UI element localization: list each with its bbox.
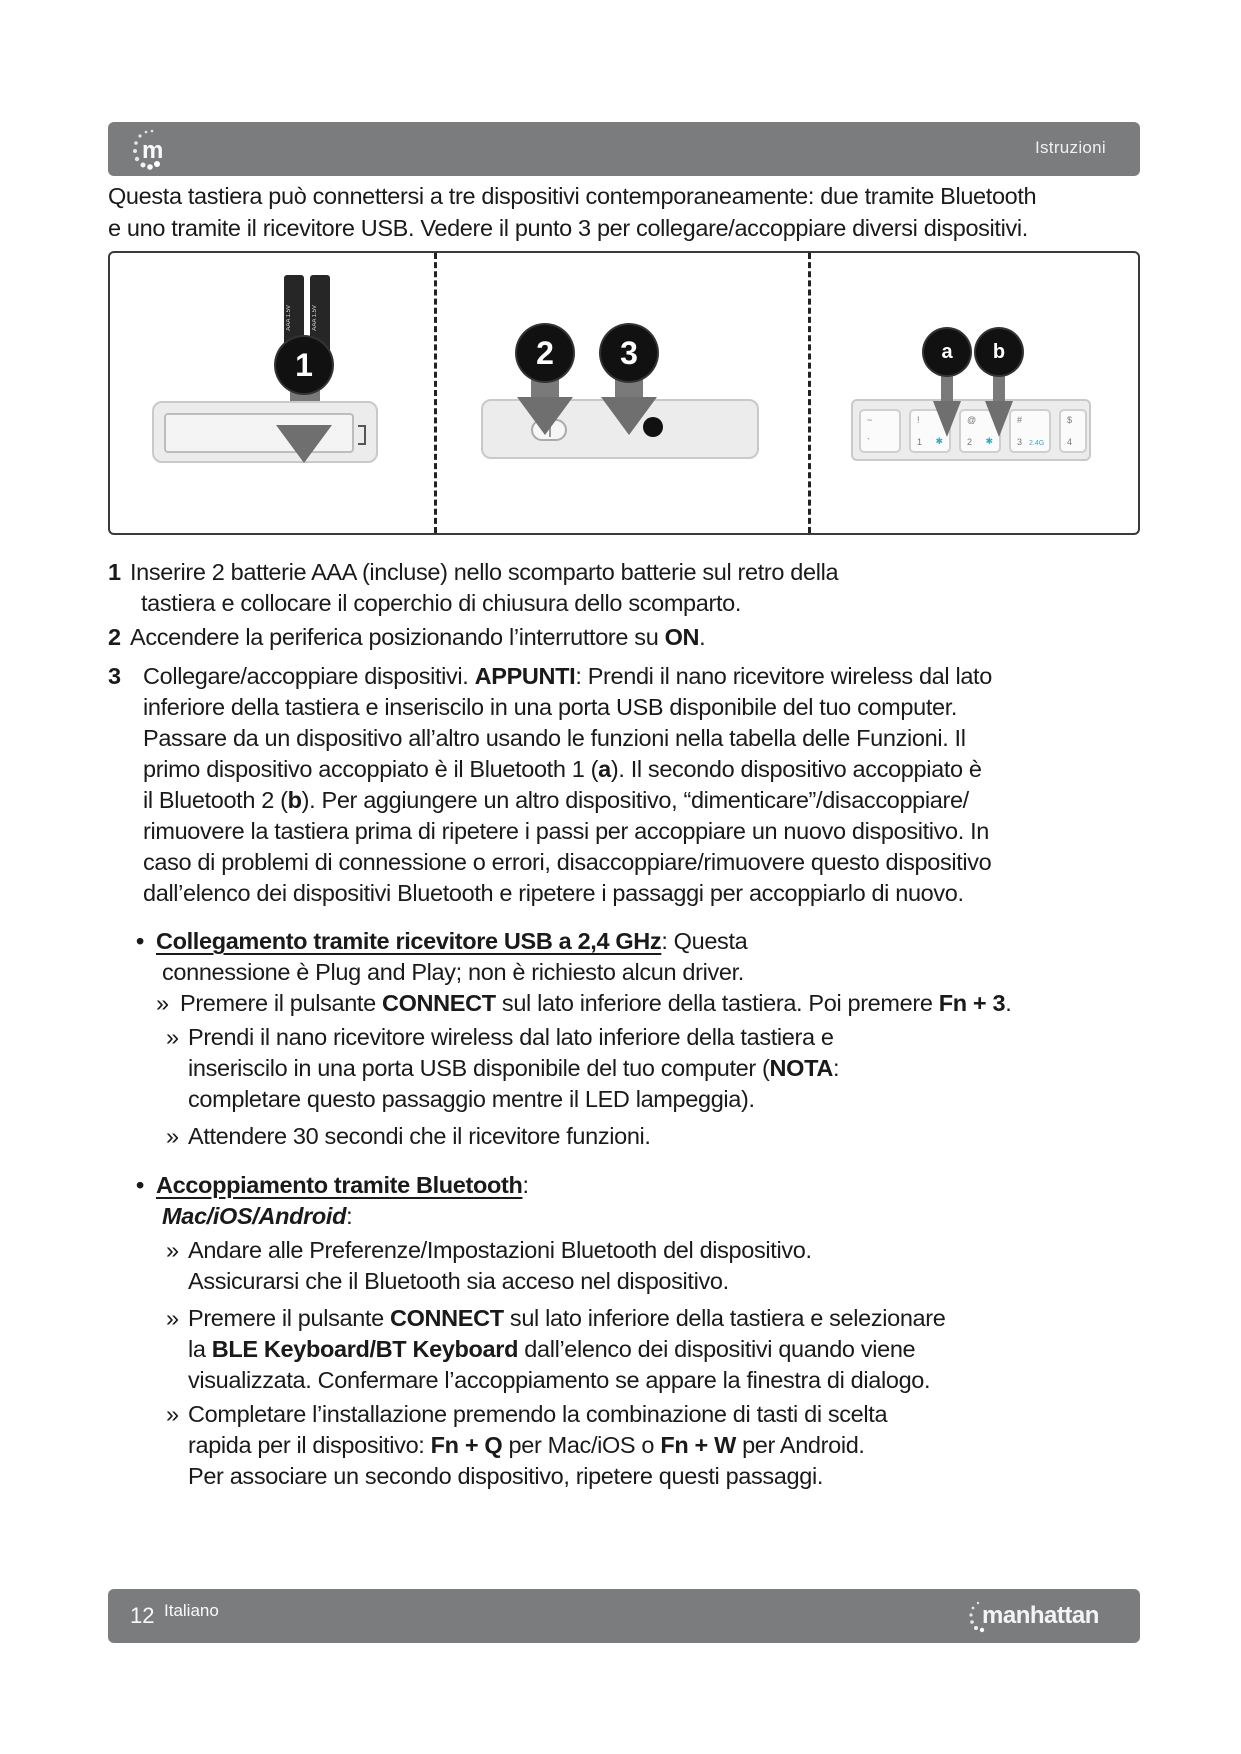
steps-list <box>108 557 1148 909</box>
panel-battery <box>110 253 434 533</box>
bt-step: » Completare l’installazione premendo la combinazione di tasti di scelta rapida per il dispositivo: Fn + Q per Mac/iOS o Fn + W per Android. Per associare un secondo dispositivo, ripetere questi passaggi. <box>166 1401 888 1489</box>
setup-illustration <box>108 251 1140 535</box>
panel-keys <box>811 253 1140 533</box>
badge-a: a <box>924 329 970 375</box>
arrow-down-icon <box>276 425 332 463</box>
intro-paragraph <box>108 180 1148 244</box>
page-footer <box>108 1589 1140 1643</box>
intro-line: e uno tramite il ricevitore USB. Vedere il punto 3 per collegare/accoppiare diversi dispositivi. <box>108 215 1028 241</box>
arrow-down-icon <box>601 397 657 435</box>
key-bt1: ! 1 ✱ <box>909 409 951 453</box>
intro-line: Questa tastiera può connettersi a tre dispositivi contemporaneamente: due tramite Bluetooth <box>108 183 1037 209</box>
battery-icon: AAA 1.5V <box>310 275 330 353</box>
bt-step: » Andare alle Preferenze/Impostazioni Bluetooth del dispositivo. Assicurarsi che il Bluetooth sia acceso nel dispositivo. <box>166 1237 812 1294</box>
language-label: Italiano <box>164 1601 219 1620</box>
manhattan-logo-icon <box>128 128 172 170</box>
usb-section-title: Collegamento tramite ricevitore USB a 2,4 GHz <box>156 928 662 954</box>
key-usb: # 3 2.4G <box>1009 409 1051 453</box>
bt-section-title: Accoppiamento tramite Bluetooth <box>156 1172 523 1198</box>
step-1-badge: 1 <box>276 337 332 393</box>
arrow-down-icon <box>985 401 1013 437</box>
usb-connection-section: • Collegamento tramite ricevitore USB a 2,4 GHz: Questa connessione è Plug and Play; non è richiesto alcun driver. » Premere il pulsante CONNECT sul lato inferiore della tastiera. Poi premere Fn + 3. » Prendi il nano ricevitore wireless dal lato inferiore della tastiera e inseriscilo in una porta USB disponibile del tuo computer (NOTA: completare questo passaggio mentre il LED lampeggia). » Attendere 30 secondi che il ricevitore funzioni. <box>136 926 1136 1152</box>
step-2: 2 Accendere la periferica posizionando l’interruttore su ON. <box>108 624 706 650</box>
section-title: Istruzioni <box>1034 138 1106 157</box>
manhattan-brand-logo: manhattan <box>968 1597 1108 1635</box>
panel-switch <box>437 253 808 533</box>
battery-icon: AAA 1.5V <box>284 275 304 353</box>
key: $ 4 <box>1059 409 1087 453</box>
step-3-badge: 3 <box>601 325 657 381</box>
usb-step: » Prendi il nano ricevitore wireless dal lato inferiore della tastiera e inseriscilo in una porta USB disponibile del tuo computer (NOTA: completare questo passaggio mentre il LED lampeggia). <box>166 1024 840 1112</box>
step-1: 1 Inserire 2 batterie AAA (incluse) nello scomparto batterie sul retro della tastiera e collocare il coperchio di chiusura dello scomparto. <box>108 559 839 616</box>
key: ~ ` <box>859 409 901 453</box>
page-number: 12 <box>130 1603 155 1628</box>
step-2-badge: 2 <box>517 325 573 381</box>
os-subtitle: Mac/iOS/Android <box>162 1203 347 1229</box>
badge-b: b <box>976 329 1022 375</box>
page-header <box>108 122 1140 176</box>
key-bt2: @ 2 ✱ <box>959 409 1001 453</box>
arrow-down-icon <box>933 401 961 437</box>
step-3: 3 Collegare/accoppiare dispositivi. APPUNTI: Prendi il nano ricevitore wireless dal lato inferiore della tastiera e inseriscilo in una porta USB disponibile del tuo computer. Passare da un dispositivo all’altro usando le funzioni nella tabella delle Funzioni. Il primo dispositivo accoppiato è il Bluetooth 1 (a). Il secondo dispositivo accoppiato è il Bluetooth 2 (b). Per aggiungere un altro dispositivo, “dimenticare”/disaccoppiare/ rimuovere la tastiera prima di ripetere i passi per accoppiare un nuovo dispositivo. In caso di problemi di connessione o errori, disaccoppiare/rimuovere questo dispositivo dall’elenco dei dispositivi Bluetooth e ripetere i passaggi per accoppiarlo di nuovo. <box>108 663 992 906</box>
usb-step: » Attendere 30 secondi che il ricevitore funzioni. <box>166 1123 651 1149</box>
usb-step: » Premere il pulsante CONNECT sul lato inferiore della tastiera. Poi premere Fn + 3. <box>156 990 1012 1016</box>
bluetooth-pairing-section: • Accoppiamento tramite Bluetooth: Mac/iOS/Android: » Andare alle Preferenze/Impostazioni Bluetooth del dispositivo. Assicurarsi che il Bluetooth sia acceso nel dispositivo. » Premere il pulsante CONNECT sul lato inferiore della tastiera e selezionare la BLE Keyboard/BT Keyboard dall’elenco dei dispositivi quando viene visualizzata. Confermare l’accoppiamento se appare la finestra di dialogo. » Completare l’installazione premendo la combinazione di tasti di scelta rapida per il dispositivo: Fn + Q per Mac/iOS o Fn + W per Android. Per associare un secondo dispositivo, ripetere questi passaggi. <box>136 1170 1136 1492</box>
battery-compartment <box>152 401 378 463</box>
bt-step: » Premere il pulsante CONNECT sul lato inferiore della tastiera e selezionare la BLE Keyboard/BT Keyboard dall’elenco dei dispositivi quando viene visualizzata. Confermare l’accoppiamento se appare la finestra di dialogo. <box>166 1305 946 1393</box>
arrow-down-icon <box>517 397 573 435</box>
keyboard-row <box>851 399 1091 461</box>
svg-text:m: m <box>142 137 164 164</box>
